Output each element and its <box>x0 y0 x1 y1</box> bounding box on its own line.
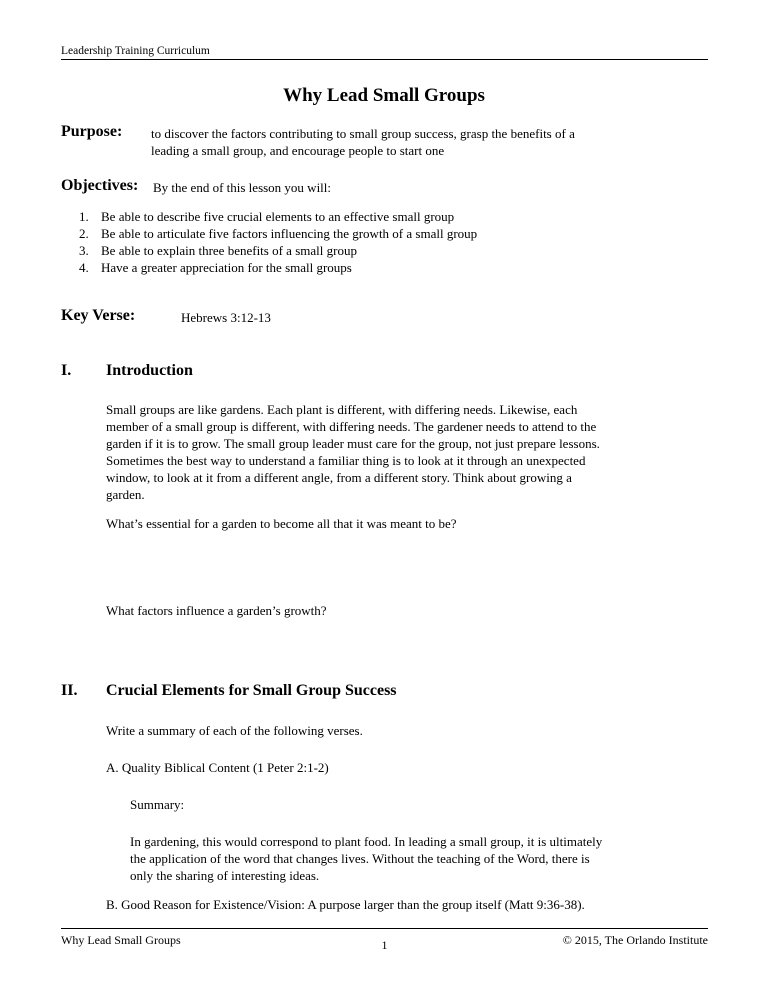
section-2-title: Crucial Elements for Small Group Success <box>106 682 397 699</box>
summary-label: Summary: <box>130 797 185 812</box>
section-2-intro: Write a summary of each of the following verses. <box>106 723 363 738</box>
section-2-number: II. <box>61 682 78 699</box>
page-footer <box>61 928 708 952</box>
purpose-text-line-1: to discover the factors contributing to small group success, grasp the benefits of a <box>151 126 575 141</box>
purpose-text-line-2: leading a small group, and encourage people to start one <box>151 143 445 158</box>
gardening-paragraph: In gardening, this would correspond to plant food. In leading a small group, it is ultimately the application of the word that changes lives. Without the teaching of the Word, there is only the sharing of interesting ideas. <box>130 834 603 883</box>
question-garden-growth: What factors influence a garden’s growth? <box>106 603 327 618</box>
objectives-intro: By the end of this lesson you will: <box>153 180 332 195</box>
objectives-list <box>79 208 679 276</box>
list-item: 3. Be able to explain three benefits of a small group <box>79 243 357 258</box>
objectives-label: Objectives: <box>61 177 139 194</box>
footer-title: Why Lead Small Groups <box>61 933 181 947</box>
purpose-label: Purpose: <box>61 123 123 140</box>
question-garden-essentials: What’s essential for a garden to become all that it was meant to be? <box>106 516 457 531</box>
introduction-paragraph: Small groups are like gardens. Each plant is different, with differing needs. Likewise, each member of a small group is different, with differing needs. The gardener needs to attend to the garden if it is to grow. The small group leader must care for the group, not just prepare lessons. Sometimes the best way to understand a familiar thing is to look at it through an unexpected window, to look at it from a different angle, from a different story. Think about growing a garden. <box>106 402 600 502</box>
page-title: Why Lead Small Groups <box>283 85 485 106</box>
list-item: 1. Be able to describe five crucial elements to an effective small group <box>79 209 455 224</box>
key-verse-label: Key Verse: <box>61 307 136 324</box>
list-item: 2. Be able to articulate five factors influencing the growth of a small group <box>79 226 478 241</box>
key-verse-text: Hebrews 3:12-13 <box>181 310 271 325</box>
page-number: 1 <box>381 938 388 952</box>
item-a-quality-biblical-content: A. Quality Biblical Content (1 Peter 2:1-2) <box>106 760 329 775</box>
item-b-good-reason-vision: B. Good Reason for Existence/Vision: A purpose larger than the group itself (Matt 9:36-38). <box>106 897 585 912</box>
section-1-number: I. <box>61 362 72 379</box>
footer-copyright: © 2015, The Orlando Institute <box>562 933 708 947</box>
running-header: Leadership Training Curriculum <box>61 44 708 60</box>
list-item: 4. Have a greater appreciation for the small groups <box>79 260 352 275</box>
section-1-title: Introduction <box>106 362 193 379</box>
